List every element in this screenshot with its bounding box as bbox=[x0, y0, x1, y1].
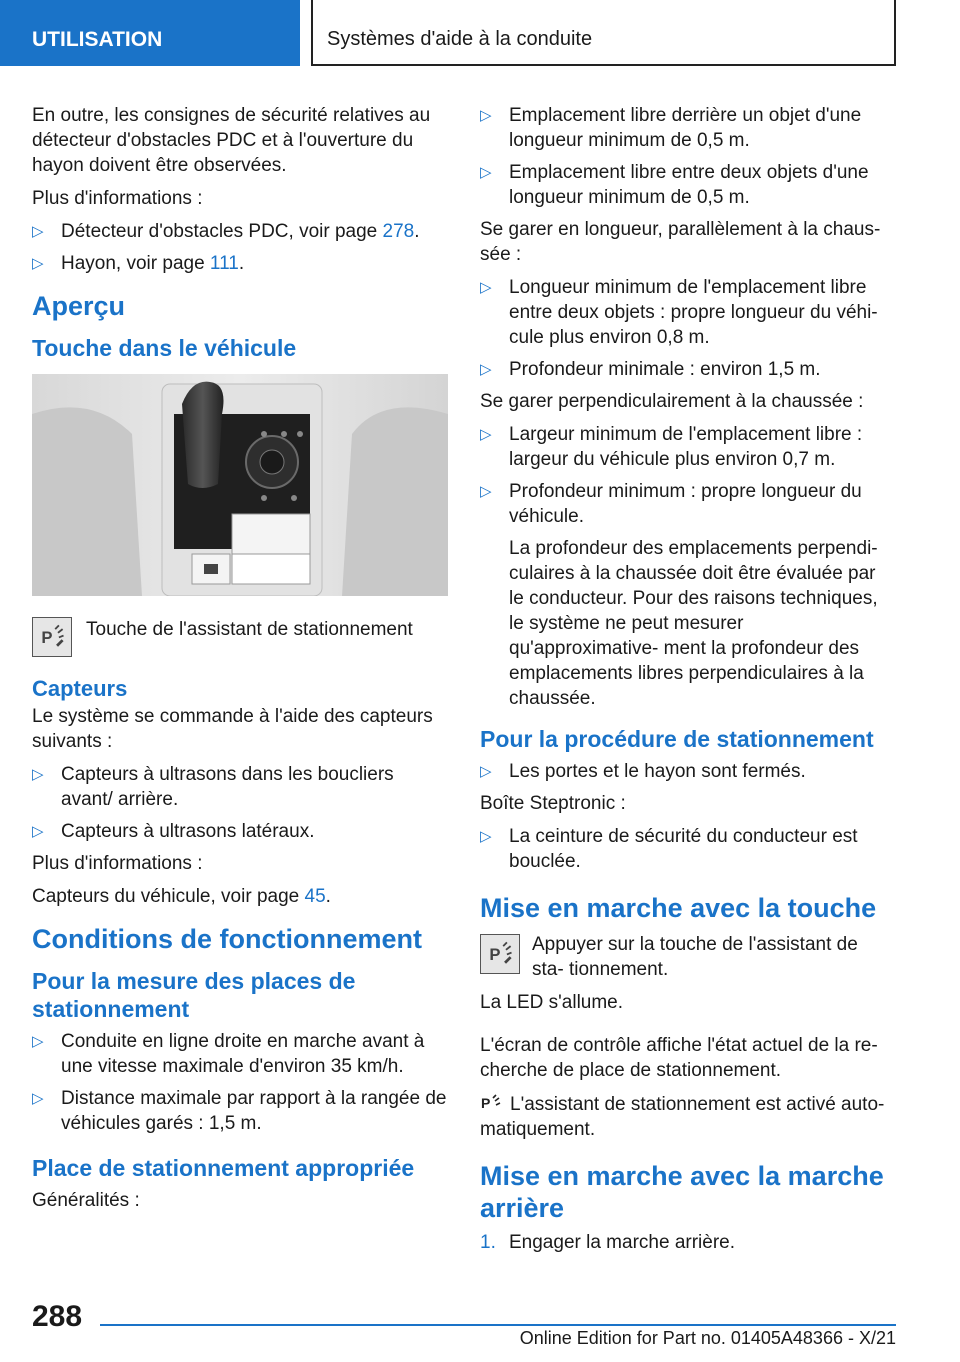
park-assist-icon bbox=[480, 934, 520, 974]
capteurs-list bbox=[32, 762, 448, 844]
list-item: ▷ Profondeur minimale : environ 1,5 m. bbox=[480, 359, 821, 380]
list-item: ▷ Détecteur d'obstacles PDC, voir page 278. bbox=[32, 221, 420, 242]
triangle-bullet-icon: ▷ bbox=[480, 107, 492, 124]
right-column bbox=[480, 103, 892, 1262]
longueur-list bbox=[480, 275, 892, 382]
triangle-bullet-icon: ▷ bbox=[480, 763, 492, 780]
page-link[interactable]: 45 bbox=[304, 886, 326, 907]
intro-paragraph: En outre, les consignes de sécurité relatives au détecteur d'obstacles PDC et à l'ouverture du hayon doivent être observées. bbox=[32, 105, 431, 176]
park-assist-icon bbox=[32, 617, 72, 657]
longueur-text: Se garer en longueur, parallèlement à la chaus‐ sée : bbox=[480, 219, 881, 265]
list-item: ▷ Capteurs à ultrasons dans les boucliers avant/ arrière. bbox=[32, 764, 394, 810]
triangle-bullet-icon: ▷ bbox=[32, 766, 44, 783]
chapter-title: Systèmes d'aide à la conduite bbox=[311, 0, 896, 66]
section-tab: UTILISATION bbox=[0, 0, 300, 66]
touche-instruction: P Appuyer sur la touche de l'assistant de sta‐ tionnement. bbox=[480, 932, 892, 982]
heading-mise-en-marche-arriere: Mise en marche avec la marche arrière bbox=[480, 1161, 884, 1223]
list-item: ▷ Hayon, voir page 111. bbox=[32, 253, 245, 274]
heading-place: Place de stationnement appropriée bbox=[32, 1155, 415, 1181]
ecran-text: L'écran de contrôle affiche l'état actuel de la re‐ cherche de place de stationnement. bbox=[480, 1035, 878, 1081]
footer-divider bbox=[100, 1324, 896, 1326]
list-item: ▷ Distance maximale par rapport à la rangée de véhicules garés : 1,5 m. bbox=[32, 1088, 447, 1134]
triangle-bullet-icon: ▷ bbox=[32, 1090, 44, 1107]
park-assist-small-icon bbox=[480, 1091, 504, 1113]
capteurs-reference: Capteurs du véhicule, voir page 45. bbox=[32, 886, 331, 907]
perp-list bbox=[480, 422, 892, 711]
triangle-bullet-icon: ▷ bbox=[480, 828, 492, 845]
list-item: ▷ Profondeur minimum : propre longueur du véhicule. La profondeur des emplacements perpendi‐ culaires à la chaussée doit être évaluée par le conducteur. Pour des raisons techniques, le système ne peut mesurer qu'approximative‐ ment la profondeur des emplacements libres perpendiculaires à la chaussée. bbox=[480, 479, 892, 711]
perp-text: Se garer perpendiculairement à la chaussée : bbox=[480, 391, 864, 412]
heading-capteurs: Capteurs bbox=[32, 676, 128, 701]
page-link[interactable]: 111 bbox=[209, 253, 239, 274]
steptronic-label: Boîte Steptronic : bbox=[480, 793, 626, 814]
triangle-bullet-icon: ▷ bbox=[480, 164, 492, 181]
list-item: ▷ Conduite en ligne droite en marche avant à une vitesse maximale d'environ 35 km/h. bbox=[32, 1031, 425, 1077]
heading-procedure: Pour la procédure de stationnement bbox=[480, 726, 874, 752]
procedure-list bbox=[480, 759, 892, 784]
page-number: 288 bbox=[32, 1300, 83, 1333]
more-info-label: Plus d'informations : bbox=[32, 853, 203, 874]
triangle-bullet-icon: ▷ bbox=[32, 255, 44, 272]
reference-list bbox=[32, 219, 448, 276]
triangle-bullet-icon: ▷ bbox=[480, 361, 492, 378]
generalites-label: Généralités : bbox=[32, 1190, 140, 1211]
triangle-bullet-icon: ▷ bbox=[32, 223, 44, 240]
led-text: La LED s'allume. bbox=[480, 992, 624, 1013]
list-item: ▷ Emplacement libre entre deux objets d'une longueur minimum de 0,5 m. bbox=[480, 162, 869, 208]
more-info-label: Plus d'informations : bbox=[32, 188, 203, 209]
page-link[interactable]: 278 bbox=[382, 221, 415, 242]
triangle-bullet-icon: ▷ bbox=[480, 279, 492, 296]
list-item: ▷ Longueur minimum de l'emplacement libre entre deux objets : propre longueur du véhi‐ cule plus environ 0,8 m. bbox=[480, 277, 878, 348]
list-item: ▷ Les portes et le hayon sont fermés. bbox=[480, 761, 806, 782]
mesure-list bbox=[32, 1029, 448, 1136]
heading-apercu: Aperçu bbox=[32, 291, 126, 321]
list-item: ▷ Largeur minimum de l'emplacement libre : largeur du véhicule plus environ 0,7 m. bbox=[480, 424, 863, 470]
svg-text:P: P bbox=[489, 944, 501, 964]
perp-note: La profondeur des emplacements perpendi‐ culaires à la chaussée doit être évaluée par le conducteur. Pour des raisons techniques, le système ne peut mesurer qu'approximative‐ ment la profondeur des emplacements libres perpendiculaires à la chaussée. bbox=[509, 538, 878, 709]
marche-list bbox=[480, 1230, 892, 1255]
list-item: 1. Engager la marche arrière. bbox=[480, 1232, 735, 1253]
heading-mesure: Pour la mesure des places de stationnement bbox=[32, 968, 356, 1022]
svg-text:P: P bbox=[481, 1095, 491, 1111]
list-item: ▷ La ceinture de sécurité du conducteur est bouclée. bbox=[480, 826, 858, 872]
triangle-bullet-icon: ▷ bbox=[32, 823, 44, 840]
gear-console-photo bbox=[32, 374, 448, 596]
svg-text:P: P bbox=[41, 627, 53, 647]
steptronic-list bbox=[480, 824, 892, 874]
heading-touche-vehicule: Touche dans le véhicule bbox=[32, 335, 297, 361]
list-item: ▷ Capteurs à ultrasons latéraux. bbox=[32, 821, 315, 842]
figure-caption: P Touche de l'assistant de stationnement bbox=[32, 617, 448, 657]
heading-mise-en-marche-touche: Mise en marche avec la touche bbox=[480, 893, 877, 923]
capteurs-text: Le système se commande à l'aide des capteurs suivants : bbox=[32, 706, 433, 752]
page-header bbox=[0, 0, 960, 66]
triangle-bullet-icon: ▷ bbox=[32, 1033, 44, 1050]
list-item: ▷ Emplacement libre derrière un objet d'une longueur minimum de 0,5 m. bbox=[480, 105, 862, 151]
heading-conditions: Conditions de fonctionnement bbox=[32, 924, 422, 954]
triangle-bullet-icon: ▷ bbox=[480, 426, 492, 443]
active-text: P L'assistant de stationnement est activé auto‐ matiquement. bbox=[480, 1091, 892, 1142]
page-footer bbox=[0, 1290, 960, 1362]
triangle-bullet-icon: ▷ bbox=[480, 483, 492, 500]
left-column bbox=[32, 103, 448, 1221]
generalites-list bbox=[480, 103, 892, 210]
edition-label: Online Edition for Part no. 01405A48366 - X/21 bbox=[519, 1328, 896, 1348]
